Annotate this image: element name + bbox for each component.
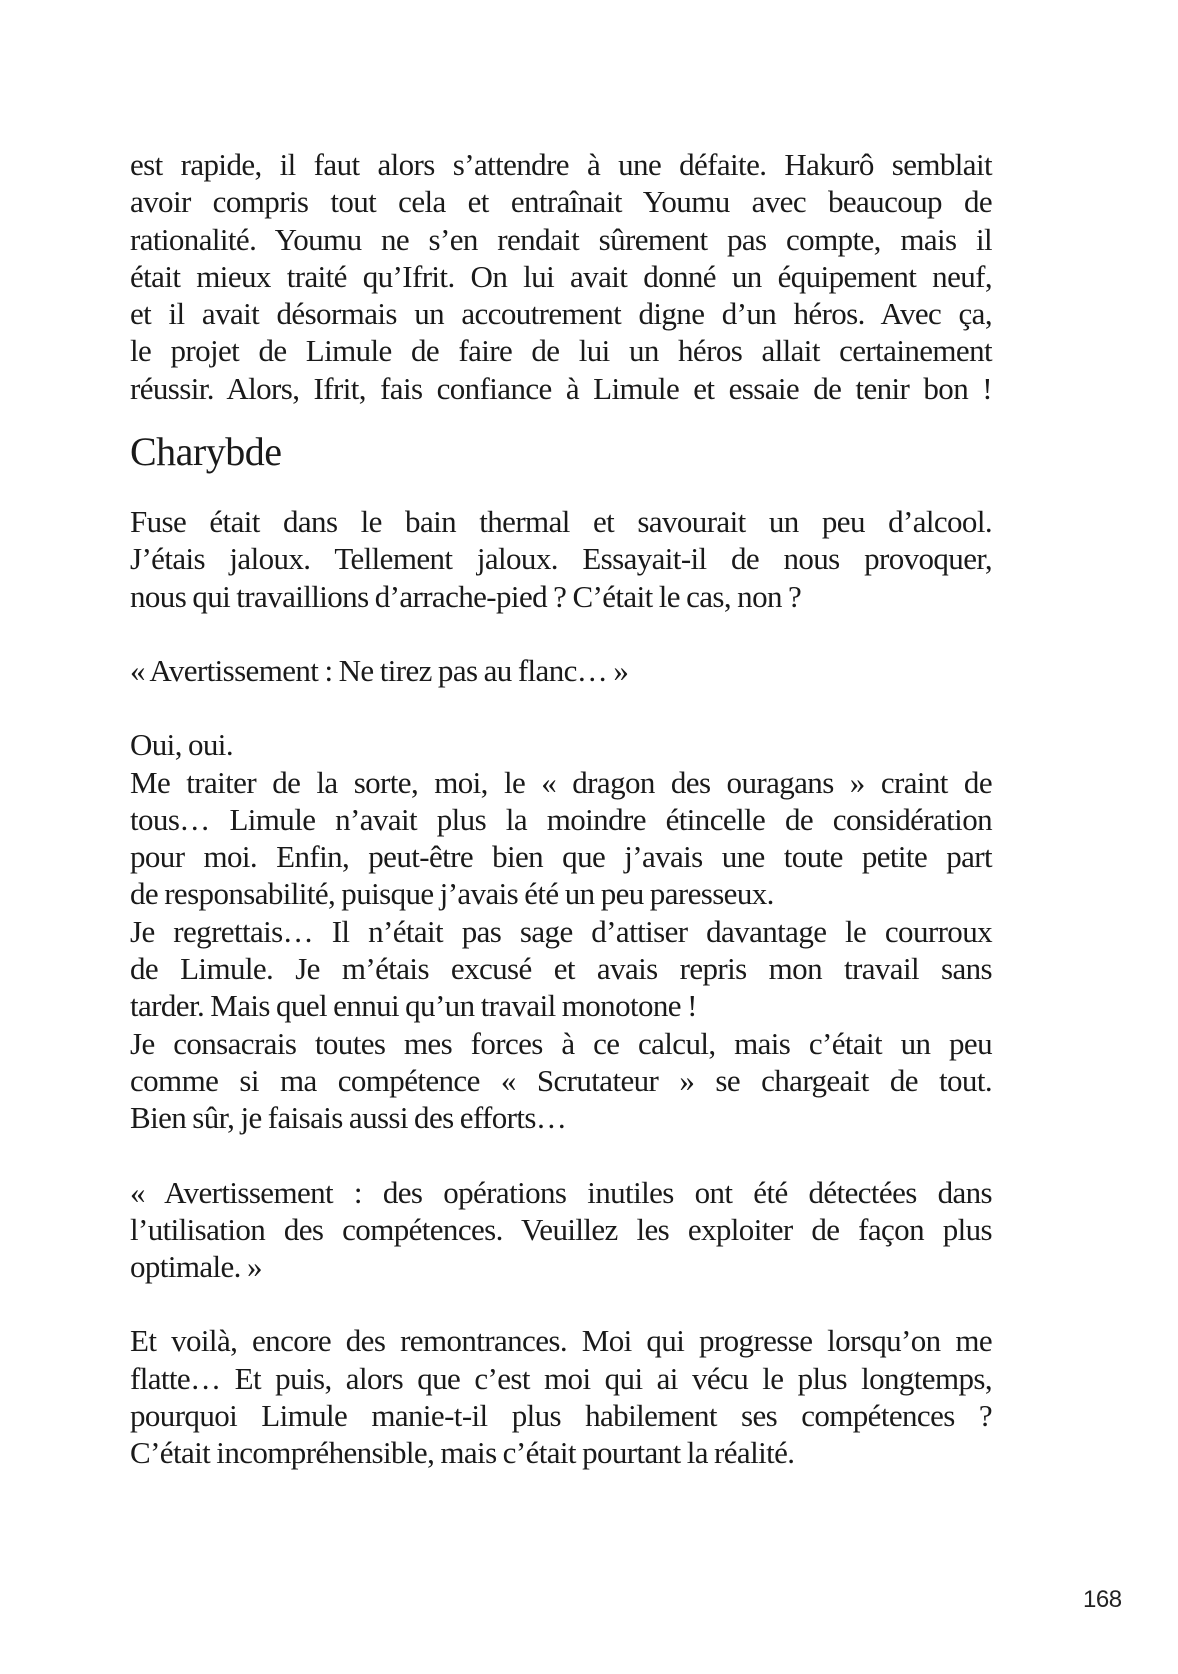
- spacer: [130, 477, 992, 503]
- spacer: [130, 1137, 992, 1174]
- spacer: [130, 689, 992, 726]
- text-line: Bien sûr, je faisais aussi des efforts…: [130, 1100, 567, 1136]
- text-line: est rapide, il faut alors s’attendre à une défaite. Hakurô semblait: [130, 147, 992, 182]
- paragraph-remonstrance: [130, 1322, 992, 1471]
- text-line: Oui, oui.: [130, 727, 233, 763]
- text-line: J’étais jaloux. Tellement jaloux. Essayait-il de nous provoquer,: [130, 541, 992, 577]
- text-line: Je regrettais… Il n’était pas sage d’attiser davantage le courroux: [130, 913, 992, 949]
- text-line: tarder. Mais quel ennui qu’un travail monotone !: [130, 988, 697, 1024]
- text-line: comme si ma compétence « Scrutateur » se chargeait de tout.: [130, 1062, 992, 1098]
- section-heading: Charybde: [130, 429, 282, 475]
- text-line: C’était incompréhensible, mais c’était pourtant la réalité.: [130, 1435, 795, 1471]
- text-line: optimale. »: [130, 1249, 262, 1285]
- text-line: « Avertissement : des opérations inutiles ont été détectées dans: [130, 1174, 992, 1210]
- spacer: [130, 615, 992, 652]
- text-line: pour moi. Enfin, peut-être bien que j’avais une toute petite part: [130, 839, 992, 875]
- text-line: Je consacrais toutes mes forces à ce calcul, mais c’était un peu: [130, 1025, 992, 1061]
- paragraph-fuse: [130, 503, 992, 615]
- text-line: nous qui travaillions d’arrache-pied ? C’était le cas, non ?: [130, 578, 802, 614]
- text-line: « Avertissement : Ne tirez pas au flanc… »: [130, 652, 629, 688]
- text-line: Et voilà, encore des remontrances. Moi qui progresse lorsqu’on me: [130, 1323, 992, 1359]
- text-line: l’utilisation des compétences. Veuillez les exploiter de façon plus: [130, 1211, 992, 1247]
- spacer: [130, 1285, 992, 1322]
- text-line: rationalité. Youmu ne s’en rendait sûrement pas compte, mais il: [130, 221, 992, 257]
- paragraph-warning-2: [130, 1174, 992, 1286]
- text-line: et il avait désormais un accoutrement digne d’un héros. Avec ça,: [130, 296, 992, 332]
- text-line: le projet de Limule de faire de lui un héros allait certainement: [130, 333, 992, 369]
- page-number: 168: [1083, 1586, 1122, 1613]
- page-body: [130, 146, 992, 1472]
- paragraph-intro: [130, 146, 992, 407]
- paragraph-warning-1: [130, 652, 992, 689]
- text-line: de Limule. Je m’étais excusé et avais repris mon travail sans: [130, 951, 992, 987]
- text-line: avoir compris tout cela et entraînait Youmu avec beaucoup de: [130, 184, 992, 220]
- text-line: réussir. Alors, Ifrit, fais confiance à Limule et essaie de tenir bon !: [130, 370, 992, 406]
- text-line: tous… Limule n’avait plus la moindre étincelle de considération: [130, 801, 992, 837]
- text-line: pourquoi Limule manie-t-il plus habilement ses compétences ?: [130, 1398, 992, 1434]
- text-line: Fuse était dans le bain thermal et savourait un peu d’alcool.: [130, 504, 992, 540]
- text-line: de responsabilité, puisque j’avais été un peu paresseux.: [130, 876, 774, 912]
- text-line: était mieux traité qu’Ifrit. On lui avait donné un équipement neuf,: [130, 258, 992, 294]
- text-line: flatte… Et puis, alors que c’est moi qui ai vécu le plus longtemps,: [130, 1360, 992, 1396]
- paragraph-reflection: [130, 726, 992, 1136]
- text-line: Me traiter de la sorte, moi, le « dragon des ouragans » craint de: [130, 764, 992, 800]
